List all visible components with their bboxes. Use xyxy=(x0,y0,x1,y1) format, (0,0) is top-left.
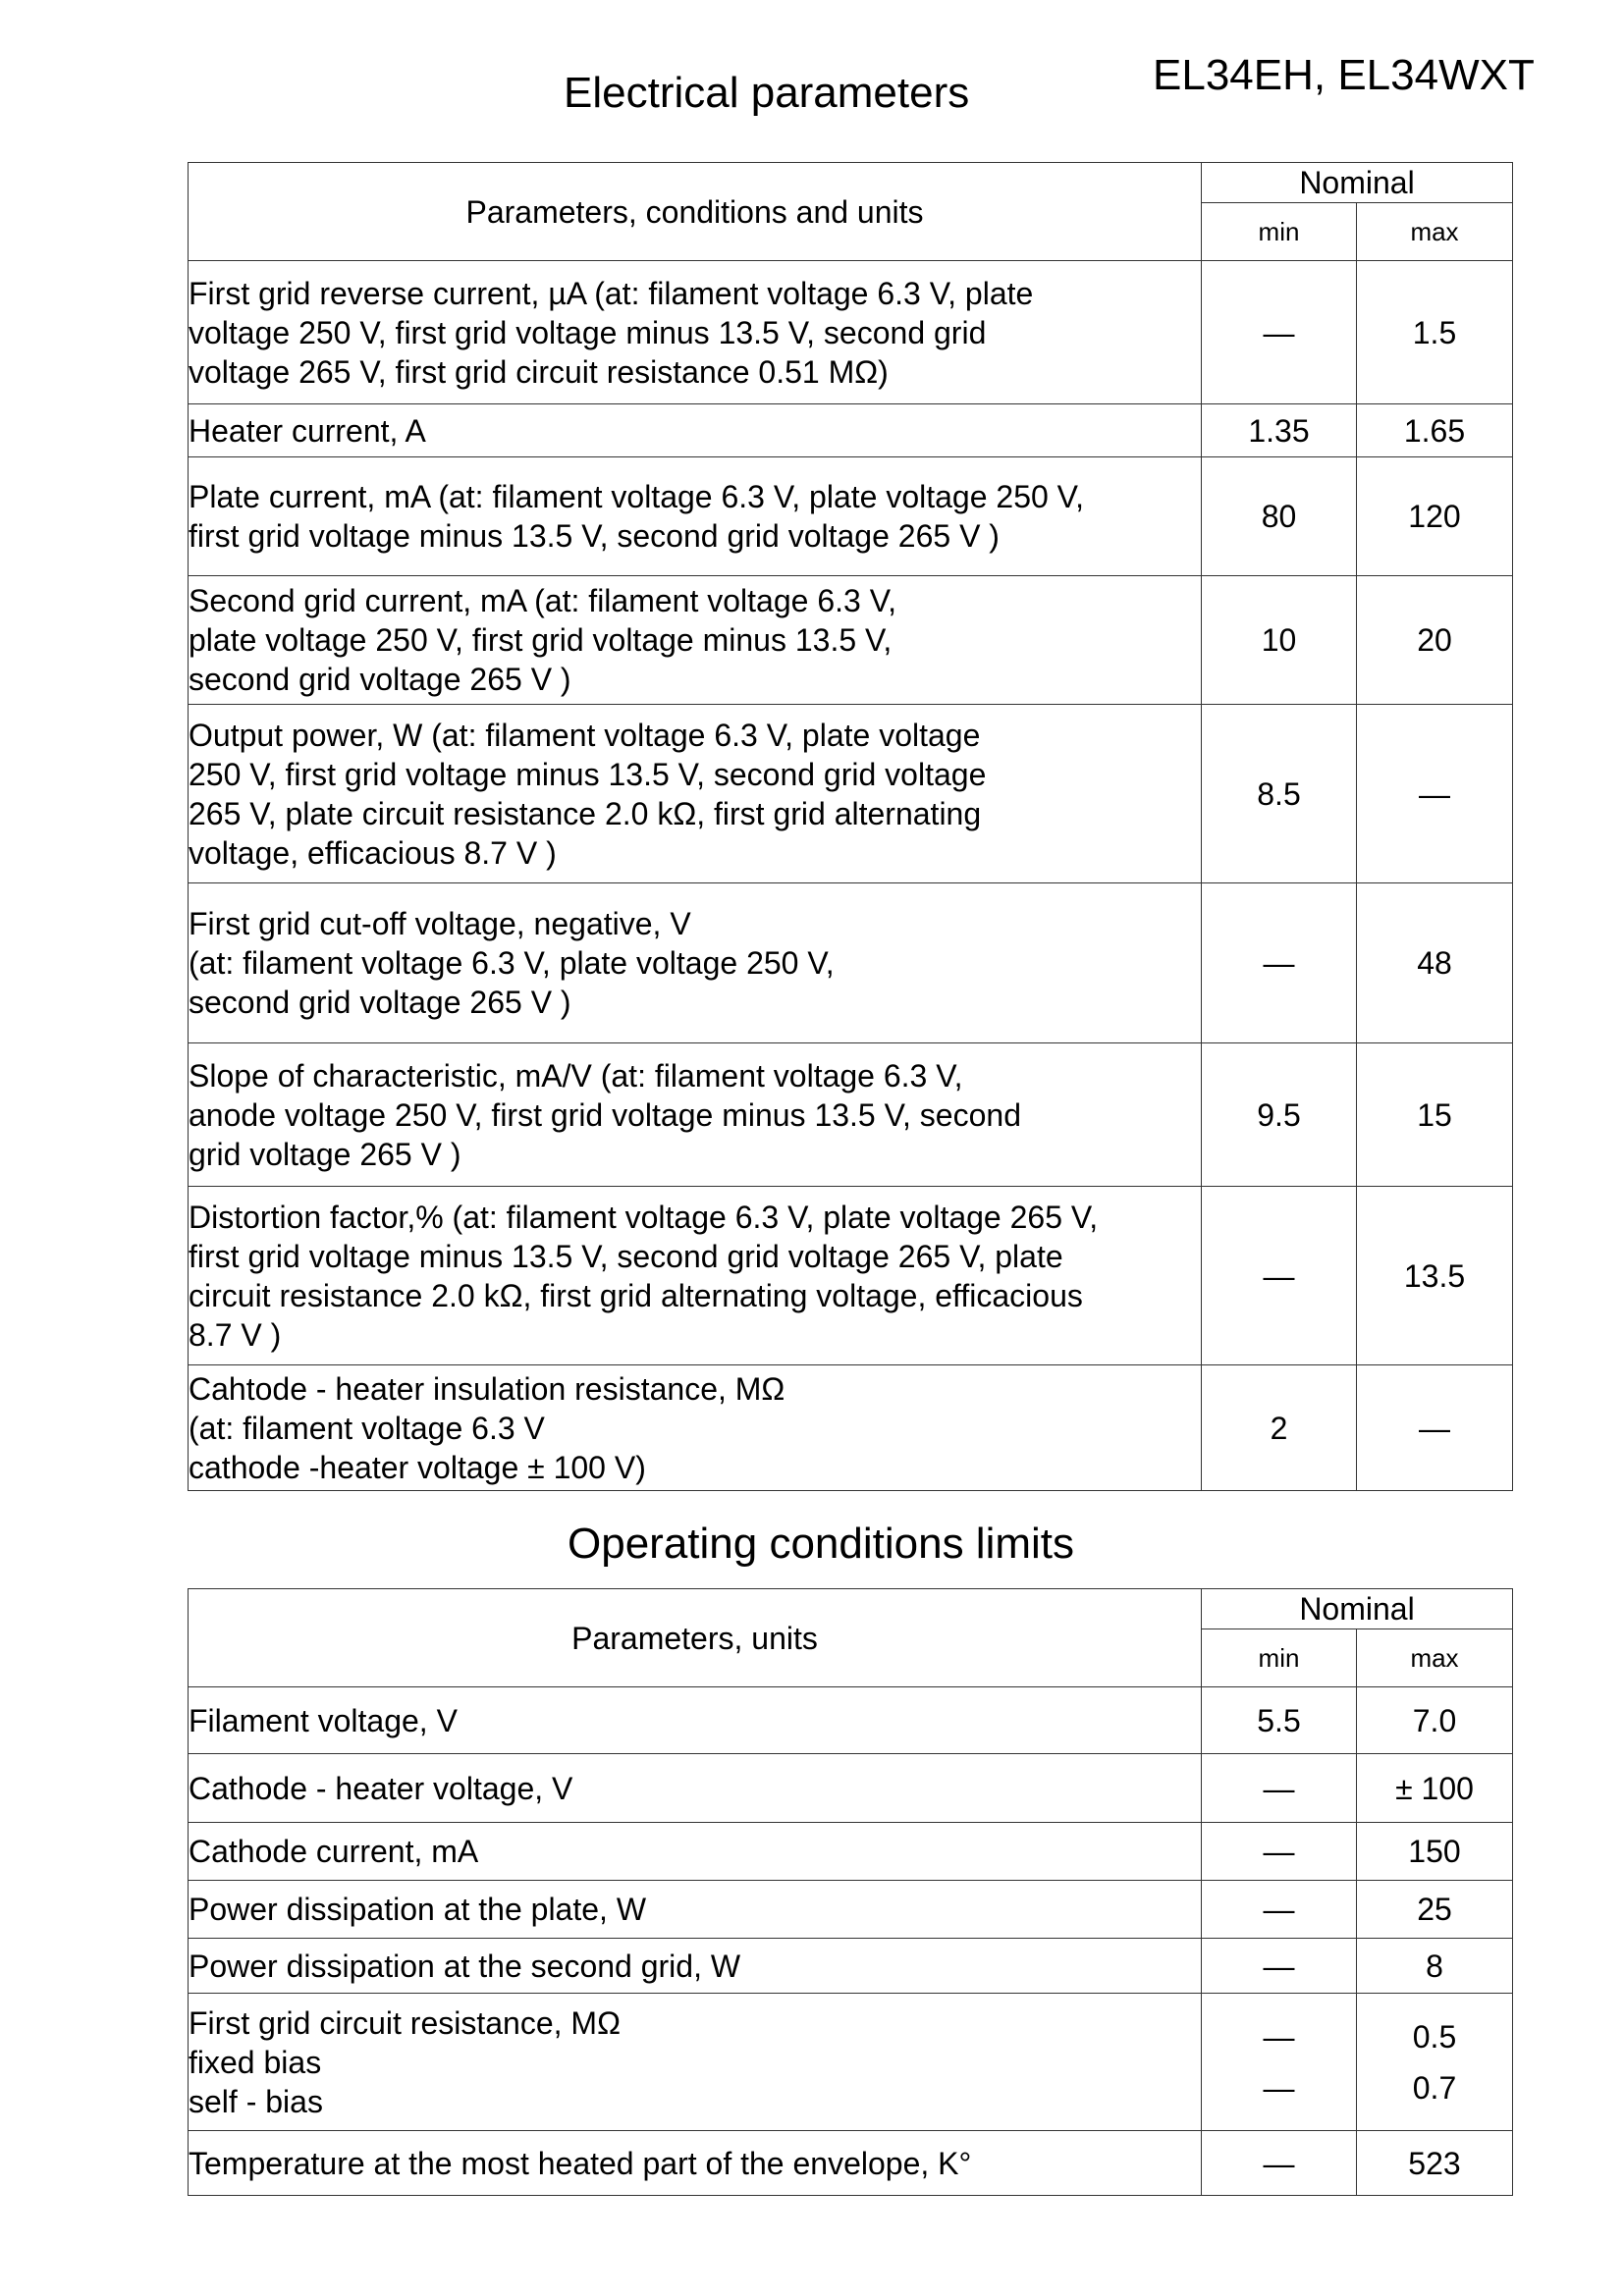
min-cell: 80 xyxy=(1202,457,1357,576)
param-cell: Plate current, mA (at: filament voltage 6.3 V, plate voltage 250 V, first grid voltage minus 13.5 V, second grid voltage 265 V ) xyxy=(189,457,1202,576)
min-cell: 9.5 xyxy=(1202,1043,1357,1187)
param-cell: Power dissipation at the plate, W xyxy=(189,1881,1202,1939)
min-cell: — xyxy=(1202,1187,1357,1365)
min-cell: 2 xyxy=(1202,1365,1357,1491)
max-cell: 25 xyxy=(1357,1881,1513,1939)
param-cell: Heater current, A xyxy=(189,404,1202,457)
column-header-max: max xyxy=(1357,1629,1513,1687)
operating-limits-table xyxy=(188,1588,1513,2196)
table-row xyxy=(189,705,1513,883)
max-cell xyxy=(1357,1994,1513,2131)
table-header-row xyxy=(189,163,1513,203)
param-cell: Distortion factor,% (at: filament voltage 6.3 V, plate voltage 265 V, first grid voltage minus 13.5 V, second grid voltage 265 V, plate circuit resistance 2.0 kΩ, first grid alternating voltage, efficacious 8.7 V ) xyxy=(189,1187,1202,1365)
min-cell: — xyxy=(1202,1939,1357,1994)
column-header-nominal: Nominal xyxy=(1202,163,1513,203)
column-header-parameters: Parameters, units xyxy=(189,1589,1202,1687)
min-cell: — xyxy=(1202,1823,1357,1881)
max-cell: 20 xyxy=(1357,576,1513,705)
max-value-fixed-bias: 0.5 xyxy=(1412,2018,1457,2055)
param-cell: First grid circuit resistance, MΩ fixed bias self - bias xyxy=(189,1994,1202,2131)
max-cell: 150 xyxy=(1357,1823,1513,1881)
min-value-fixed-bias: — xyxy=(1263,2018,1295,2055)
max-cell: ± 100 xyxy=(1357,1754,1513,1823)
param-cell: Cathode current, mA xyxy=(189,1823,1202,1881)
param-cell: Cathode - heater voltage, V xyxy=(189,1754,1202,1823)
table-row xyxy=(189,1365,1513,1491)
min-cell xyxy=(1202,1994,1357,2131)
param-cell: Temperature at the most heated part of the envelope, K° xyxy=(189,2131,1202,2196)
min-cell: — xyxy=(1202,1754,1357,1823)
column-header-nominal: Nominal xyxy=(1202,1589,1513,1629)
param-cell: First grid cut-off voltage, negative, V (at: filament voltage 6.3 V, plate voltage 250 V, second grid voltage 265 V ) xyxy=(189,883,1202,1043)
column-header-min: min xyxy=(1202,1629,1357,1687)
model-designation: EL34EH, EL34WXT xyxy=(1153,51,1535,99)
table-header-row xyxy=(189,1589,1513,1629)
min-cell: 8.5 xyxy=(1202,705,1357,883)
section-title-operating-limits: Operating conditions limits xyxy=(568,1520,1075,1568)
min-cell: — xyxy=(1202,2131,1357,2196)
param-cell: Second grid current, mA (at: filament voltage 6.3 V, plate voltage 250 V, first grid voltage minus 13.5 V, second grid voltage 265 V ) xyxy=(189,576,1202,705)
electrical-parameters-table xyxy=(188,162,1513,1491)
max-cell: 48 xyxy=(1357,883,1513,1043)
min-cell: — xyxy=(1202,883,1357,1043)
column-header-min: min xyxy=(1202,203,1357,261)
table-row xyxy=(189,261,1513,404)
table-row xyxy=(189,576,1513,705)
table-row xyxy=(189,1939,1513,1994)
table-row xyxy=(189,1823,1513,1881)
param-cell: Output power, W (at: filament voltage 6.3 V, plate voltage 250 V, first grid voltage minus 13.5 V, second grid voltage 265 V, plate circuit resistance 2.0 kΩ, first grid alternating voltage, efficacious 8.7 V ) xyxy=(189,705,1202,883)
column-header-max: max xyxy=(1357,203,1513,261)
param-cell: Power dissipation at the second grid, W xyxy=(189,1939,1202,1994)
table-row xyxy=(189,1754,1513,1823)
max-cell: 1.65 xyxy=(1357,404,1513,457)
table-row xyxy=(189,1687,1513,1754)
table-row xyxy=(189,883,1513,1043)
max-cell: — xyxy=(1357,1365,1513,1491)
max-cell: 1.5 xyxy=(1357,261,1513,404)
param-cell: First grid reverse current, µA (at: filament voltage 6.3 V, plate voltage 250 V, first grid voltage minus 13.5 V, second grid voltage 265 V, first grid circuit resistance 0.51 MΩ) xyxy=(189,261,1202,404)
param-cell: Filament voltage, V xyxy=(189,1687,1202,1754)
max-cell: 523 xyxy=(1357,2131,1513,2196)
table-row xyxy=(189,1187,1513,1365)
max-cell: 13.5 xyxy=(1357,1187,1513,1365)
param-cell: Slope of characteristic, mA/V (at: filament voltage 6.3 V, anode voltage 250 V, first grid voltage minus 13.5 V, second grid voltage 265 V ) xyxy=(189,1043,1202,1187)
max-cell: — xyxy=(1357,705,1513,883)
column-header-parameters: Parameters, conditions and units xyxy=(189,163,1202,261)
table-row xyxy=(189,2131,1513,2196)
page-title: Electrical parameters xyxy=(564,69,970,117)
table-row xyxy=(189,1043,1513,1187)
table-row xyxy=(189,1994,1513,2131)
max-value-self-bias: 0.7 xyxy=(1412,2069,1457,2106)
param-cell: Cahtode - heater insulation resistance, MΩ (at: filament voltage 6.3 V cathode -heater voltage ± 100 V) xyxy=(189,1365,1202,1491)
max-cell: 15 xyxy=(1357,1043,1513,1187)
min-value-self-bias: — xyxy=(1263,2069,1295,2106)
min-cell: 5.5 xyxy=(1202,1687,1357,1754)
table-row xyxy=(189,404,1513,457)
max-cell: 7.0 xyxy=(1357,1687,1513,1754)
min-cell: 1.35 xyxy=(1202,404,1357,457)
table-row xyxy=(189,1881,1513,1939)
table-row xyxy=(189,457,1513,576)
min-cell: — xyxy=(1202,1881,1357,1939)
min-cell: 10 xyxy=(1202,576,1357,705)
max-cell: 8 xyxy=(1357,1939,1513,1994)
min-cell: — xyxy=(1202,261,1357,404)
max-cell: 120 xyxy=(1357,457,1513,576)
